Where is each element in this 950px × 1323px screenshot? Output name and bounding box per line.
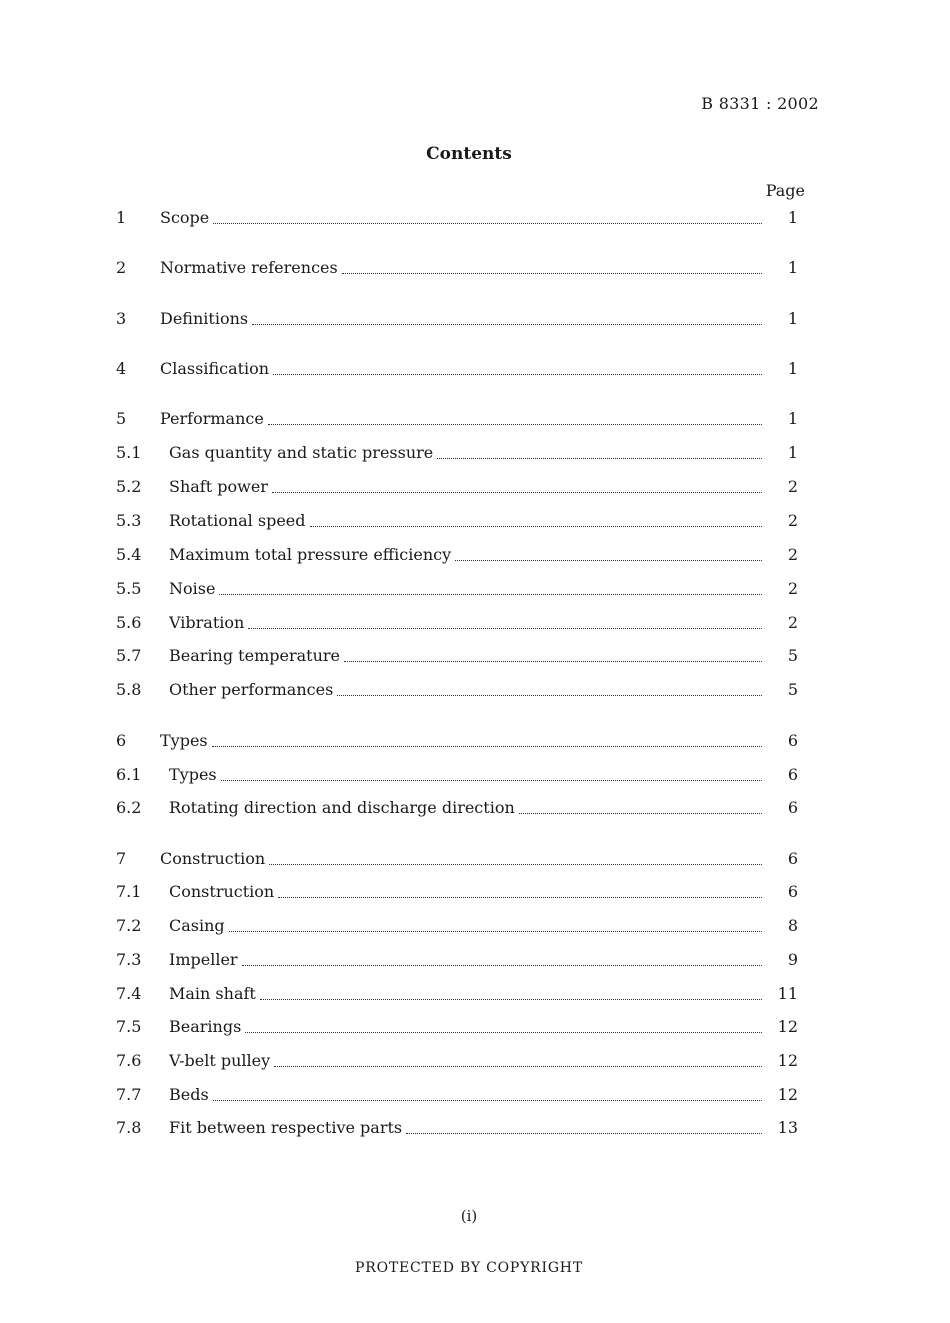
toc-entry [0,881,950,903]
dot-leader [342,272,762,274]
toc-entry [0,1084,950,1106]
toc-entry-number: 4 [116,359,127,378]
toc-entry-page: 12 [777,1051,798,1070]
toc-entry-number: 7.5 [116,1017,142,1036]
toc-entry-label-wrap [169,679,762,701]
toc-entry-page: 1 [787,409,798,428]
dot-leader [437,457,762,459]
toc-entry-number: 5.8 [116,680,142,699]
dot-leader [344,660,762,662]
toc-entry-page: 5 [787,680,798,699]
toc-entry-label: Rotational speed [169,511,306,530]
toc-entry [0,207,950,229]
toc-entry-number: 5.4 [116,545,142,564]
toc-entry-number: 6.1 [116,765,142,784]
toc-entry [0,730,950,752]
toc-entry-page: 1 [787,208,798,227]
toc-entry-number: 7.3 [116,950,142,969]
dot-leader [337,694,762,696]
toc-entry [0,764,950,786]
toc-entry-number: 7.7 [116,1085,142,1104]
toc-entry-number: 7 [116,849,127,868]
dot-leader [519,812,762,814]
toc-entry-number: 5.1 [116,443,142,462]
toc-entry-label-wrap [160,848,762,870]
toc-entry-label-wrap [169,1016,762,1038]
toc-entry-label-wrap [160,358,762,380]
page-folio: (i) [460,1207,478,1225]
toc-entry-page: 9 [787,950,798,969]
dot-leader [269,863,762,865]
toc-entry [0,915,950,937]
toc-entry-label: Casing [169,916,225,935]
toc-entry-page: 1 [787,359,798,378]
toc-entry-page: 6 [787,765,798,784]
toc-entry-page: 2 [787,613,798,632]
toc-entry-page: 2 [787,511,798,530]
dot-leader [212,745,762,747]
toc-entry-label: Fit between respective parts [169,1118,403,1137]
toc-entry-page: 5 [787,646,798,665]
toc-entry-page: 6 [787,882,798,901]
toc-entry-number: 7.2 [116,916,142,935]
toc-entry-number: 7.8 [116,1118,142,1137]
toc-entry-label: Vibration [169,613,245,632]
dot-leader [242,964,762,966]
toc-entry [0,1050,950,1072]
toc-entry-number: 6 [116,731,127,750]
toc-entry-label-wrap [169,442,762,464]
toc-entry [0,358,950,380]
dot-leader [455,559,762,561]
toc-entry [0,544,950,566]
toc-entry-label-wrap [169,645,762,667]
toc-entry-number: 5.6 [116,613,142,632]
toc-entry-label-wrap [169,915,762,937]
toc-entry-label: Scope [160,208,210,227]
toc-entry [0,612,950,634]
toc-entry-label-wrap [169,578,762,600]
dot-leader [272,491,762,493]
toc-entry-label-wrap [169,1117,762,1139]
toc-entry [0,679,950,701]
toc-entry [0,442,950,464]
dot-leader [229,930,762,932]
toc-entry-label-wrap [160,408,762,430]
dot-leader [245,1031,762,1033]
toc-entry-number: 6.2 [116,798,142,817]
toc-entry-page: 1 [787,309,798,328]
toc-entry-label: Maximum total pressure efficiency [169,545,452,564]
toc-entry [0,257,950,279]
toc-entry-label-wrap [160,308,762,330]
dot-leader [219,593,762,595]
standard-number: B 8331 : 2002 [701,94,819,113]
toc-entry-label: Construction [169,882,275,901]
dot-leader [252,323,762,325]
toc-entry-page: 2 [787,477,798,496]
toc-entry [0,949,950,971]
dot-leader [248,627,762,629]
toc-entry-page: 11 [777,984,798,1003]
dot-leader [278,896,762,898]
toc-entry [0,983,950,1005]
toc-entry-label: Shaft power [169,477,268,496]
toc-entry-label-wrap [169,881,762,903]
toc-entry-label: Performance [160,409,264,428]
page-column-header: Page [765,181,805,200]
dot-leader [221,779,762,781]
toc-entry-number: 1 [116,208,127,227]
toc-entry-label-wrap [169,983,762,1005]
copyright-notice: PROTECTED BY COPYRIGHT [355,1260,583,1276]
toc-entry-label: Other performances [169,680,334,699]
toc-entry-label-wrap [169,1084,762,1106]
toc-entry-page: 2 [787,579,798,598]
toc-entry-label: Classification [160,359,270,378]
toc-entry-label-wrap [169,544,762,566]
dot-leader [213,222,762,224]
toc-entry [0,308,950,330]
toc-entry-label: Types [169,765,217,784]
toc-entry-label-wrap [169,1050,762,1072]
toc-entry-label: Gas quantity and static pressure [169,443,434,462]
dot-leader [260,998,762,1000]
toc-entry-label: Bearings [169,1017,242,1036]
toc-entry-label: Main shaft [169,984,256,1003]
toc-entry-label-wrap [169,949,762,971]
toc-entry-number: 3 [116,309,127,328]
toc-entry-number: 5.5 [116,579,142,598]
toc-entry-label-wrap [160,257,762,279]
toc-entry-number: 7.6 [116,1051,142,1070]
toc-entry-page: 6 [787,798,798,817]
toc-title: Contents [426,144,512,164]
toc-entry-label: Beds [169,1085,209,1104]
toc-entry-label: Rotating direction and discharge direction [169,798,515,817]
toc-entry-label-wrap [169,797,762,819]
dot-leader [213,1099,762,1101]
toc-entry-number: 5.7 [116,646,142,665]
toc-entry-number: 5.3 [116,511,142,530]
toc-entry-number: 2 [116,258,127,277]
toc-entry-number: 5.2 [116,477,142,496]
toc-entry [0,578,950,600]
toc-entry-page: 12 [777,1085,798,1104]
toc-entry-label: Construction [160,849,266,868]
toc-entry-number: 7.4 [116,984,142,1003]
toc-entry-page: 6 [787,731,798,750]
toc-entry [0,1016,950,1038]
toc-entry-label-wrap [160,730,762,752]
toc-entry [0,797,950,819]
toc-entry-label: Noise [169,579,216,598]
toc-entry-label-wrap [169,612,762,634]
toc-entry-label: Definitions [160,309,249,328]
toc-entry-label: V-belt pulley [169,1051,271,1070]
toc-entry [0,1117,950,1139]
toc-entry [0,476,950,498]
dot-leader [310,525,762,527]
toc-entry-label: Bearing temperature [169,646,340,665]
toc-entry [0,510,950,532]
toc-entry-label-wrap [160,207,762,229]
toc-entry-label-wrap [169,476,762,498]
toc-entry [0,645,950,667]
dot-leader [274,1065,762,1067]
toc-entry-page: 6 [787,849,798,868]
toc-entry-page: 13 [777,1118,798,1137]
toc-entry-page: 1 [787,258,798,277]
toc-entry-page: 1 [787,443,798,462]
toc-entry-label-wrap [169,764,762,786]
toc-entry [0,848,950,870]
toc-entry-label: Impeller [169,950,238,969]
toc-entry-number: 5 [116,409,127,428]
toc-entry-label: Types [160,731,208,750]
toc-entry-label: Normative references [160,258,338,277]
toc-entry-page: 12 [777,1017,798,1036]
dot-leader [273,373,762,375]
toc-entry-label-wrap [169,510,762,532]
toc-entry-number: 7.1 [116,882,142,901]
toc-entry-page: 2 [787,545,798,564]
dot-leader [406,1132,762,1134]
dot-leader [268,423,762,425]
toc-entry-page: 8 [787,916,798,935]
toc-entry [0,408,950,430]
